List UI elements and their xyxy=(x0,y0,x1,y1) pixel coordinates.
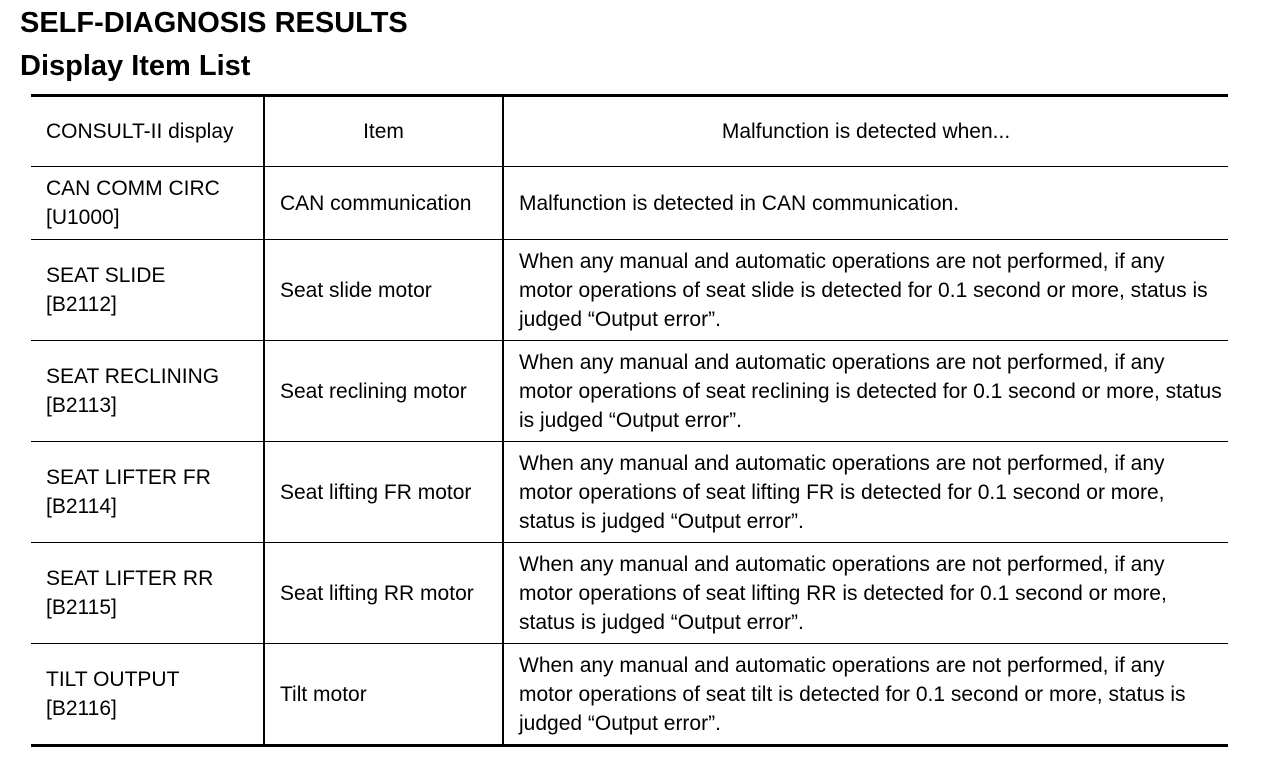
dtc-code: [B2112] xyxy=(46,293,117,316)
cell-item: Seat reclining motor xyxy=(264,341,503,442)
display-name: SEAT RECLINING xyxy=(46,365,220,388)
cell-malfunction-condition: Malfunction is detected in CAN communication. xyxy=(503,167,1228,240)
cell-consult-display xyxy=(31,543,264,644)
cell-consult-display xyxy=(31,341,264,442)
cell-item: Tilt motor xyxy=(264,644,503,746)
dtc-code: [B2113] xyxy=(46,394,117,417)
table-row xyxy=(31,341,1228,442)
dtc-code: [U1000] xyxy=(46,206,120,229)
cell-consult-display xyxy=(31,240,264,341)
cell-item: Seat lifting FR motor xyxy=(264,442,503,543)
cell-malfunction-condition: When any manual and automatic operations are not performed, if any motor operations of seat reclining is detected for 0.1 second or more, status is judged “Output error”. xyxy=(503,341,1228,442)
cell-item: Seat slide motor xyxy=(264,240,503,341)
section-title: Display Item List xyxy=(20,50,251,82)
display-name: SEAT LIFTER RR xyxy=(46,567,214,590)
header-item: Item xyxy=(264,96,503,167)
cell-malfunction-condition: When any manual and automatic operations are not performed, if any motor operations of seat slide is detected for 0.1 second or more, status is judged “Output error”. xyxy=(503,240,1228,341)
cell-consult-display xyxy=(31,442,264,543)
table-row xyxy=(31,167,1228,240)
display-name: TILT OUTPUT xyxy=(46,668,180,691)
table-row xyxy=(31,240,1228,341)
dtc-code: [B2115] xyxy=(46,596,117,619)
cell-malfunction-condition: When any manual and automatic operations are not performed, if any motor operations of seat tilt is detected for 0.1 second or more, status is judged “Output error”. xyxy=(503,644,1228,746)
page-title: SELF-DIAGNOSIS RESULTS xyxy=(20,7,408,39)
display-item-table xyxy=(31,94,1228,747)
table-row xyxy=(31,644,1228,746)
table-row xyxy=(31,442,1228,543)
header-malfunction-condition: Malfunction is detected when... xyxy=(503,96,1228,167)
header-consult-display: CONSULT-II display xyxy=(31,96,264,167)
cell-consult-display xyxy=(31,167,264,240)
cell-malfunction-condition: When any manual and automatic operations are not performed, if any motor operations of seat lifting RR is detected for 0.1 second or more, status is judged “Output error”. xyxy=(503,543,1228,644)
cell-item: CAN communication xyxy=(264,167,503,240)
cell-consult-display xyxy=(31,644,264,746)
display-name: SEAT LIFTER FR xyxy=(46,466,211,489)
table-row xyxy=(31,543,1228,644)
cell-malfunction-condition: When any manual and automatic operations are not performed, if any motor operations of seat lifting FR is detected for 0.1 second or more, status is judged “Output error”. xyxy=(503,442,1228,543)
cell-item: Seat lifting RR motor xyxy=(264,543,503,644)
table-header-row xyxy=(31,96,1228,167)
display-name: CAN COMM CIRC xyxy=(46,177,220,200)
display-name: SEAT SLIDE xyxy=(46,264,166,287)
dtc-code: [B2114] xyxy=(46,495,117,518)
dtc-code: [B2116] xyxy=(46,697,117,720)
